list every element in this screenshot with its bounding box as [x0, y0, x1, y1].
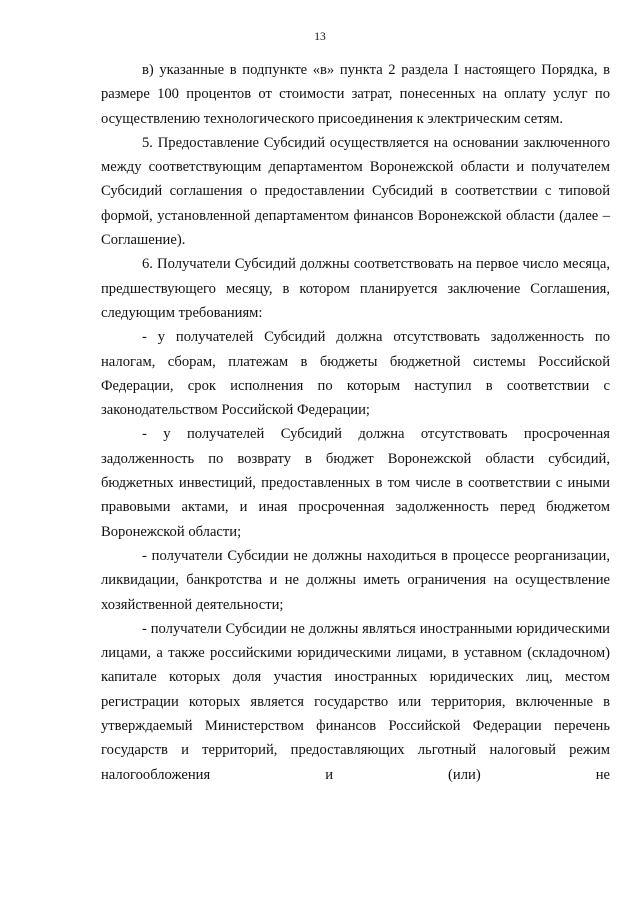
- paragraph-subpoint-v: в) указанные в подпункте «в» пункта 2 раздела I настоящего Порядка, в размере 100 процентов от стоимости затрат, понесенных на оплату услуг по осуществлению технологического присоединения к электрическим сетям.: [101, 62, 610, 127]
- requirement-not-foreign-entity: - получатели Субсидии не должны являться иностранными юридическими лицами, а также российскими юридическими лицами, в уставном (складочном) капитале которых доля участия иностранных юридических лиц, местом регистрации которых является государство или территория, включенные в утверждаемый Министерством финансов Российской Федерации перечень государств и территорий, предоставляющих льготный налоговый режим налогообложения и (или) не: [101, 620, 610, 783]
- requirement-overdue-debt: - у получателей Субсидий должна отсутствовать просроченная задолженность по возврату в бюджет Воронежской области субсидий, бюджетных инвестиций, предоставленных в том числе в соответствии с иными правовыми актами, и иная просроченная задолженность перед бюджетом Воронежской области;: [101, 426, 610, 540]
- paragraph-item-6: 6. Получатели Субсидий должны соответствовать на первое число месяца, предшествующего месяцу, в котором планируется заключение Соглашения, следующим требованиям:: [101, 256, 610, 321]
- requirement-no-reorganization: - получатели Субсидии не должны находиться в процессе реорганизации, ликвидации, банкротства и не должны иметь ограничения на осуществление хозяйственной деятельности;: [101, 547, 610, 613]
- document-body: [101, 58, 610, 787]
- paragraph-item-5: 5. Предоставление Субсидий осуществляется на основании заключенного между соответствующим департаментом Воронежской области и получателем Субсидий соглашения о предоставлении Субсидий в соответствии с типовой формой, установленной департаментом финансов Воронежской области (далее – Соглашение).: [101, 134, 610, 249]
- page-number: 13: [314, 31, 326, 43]
- requirement-tax-debt: - у получателей Субсидий должна отсутствовать задолженность по налогам, сборам, платежам в бюджеты бюджетной системы Российской Федерации, срок исполнения по которым наступил в соответствии с законодательством Российской Федерации;: [101, 329, 610, 419]
